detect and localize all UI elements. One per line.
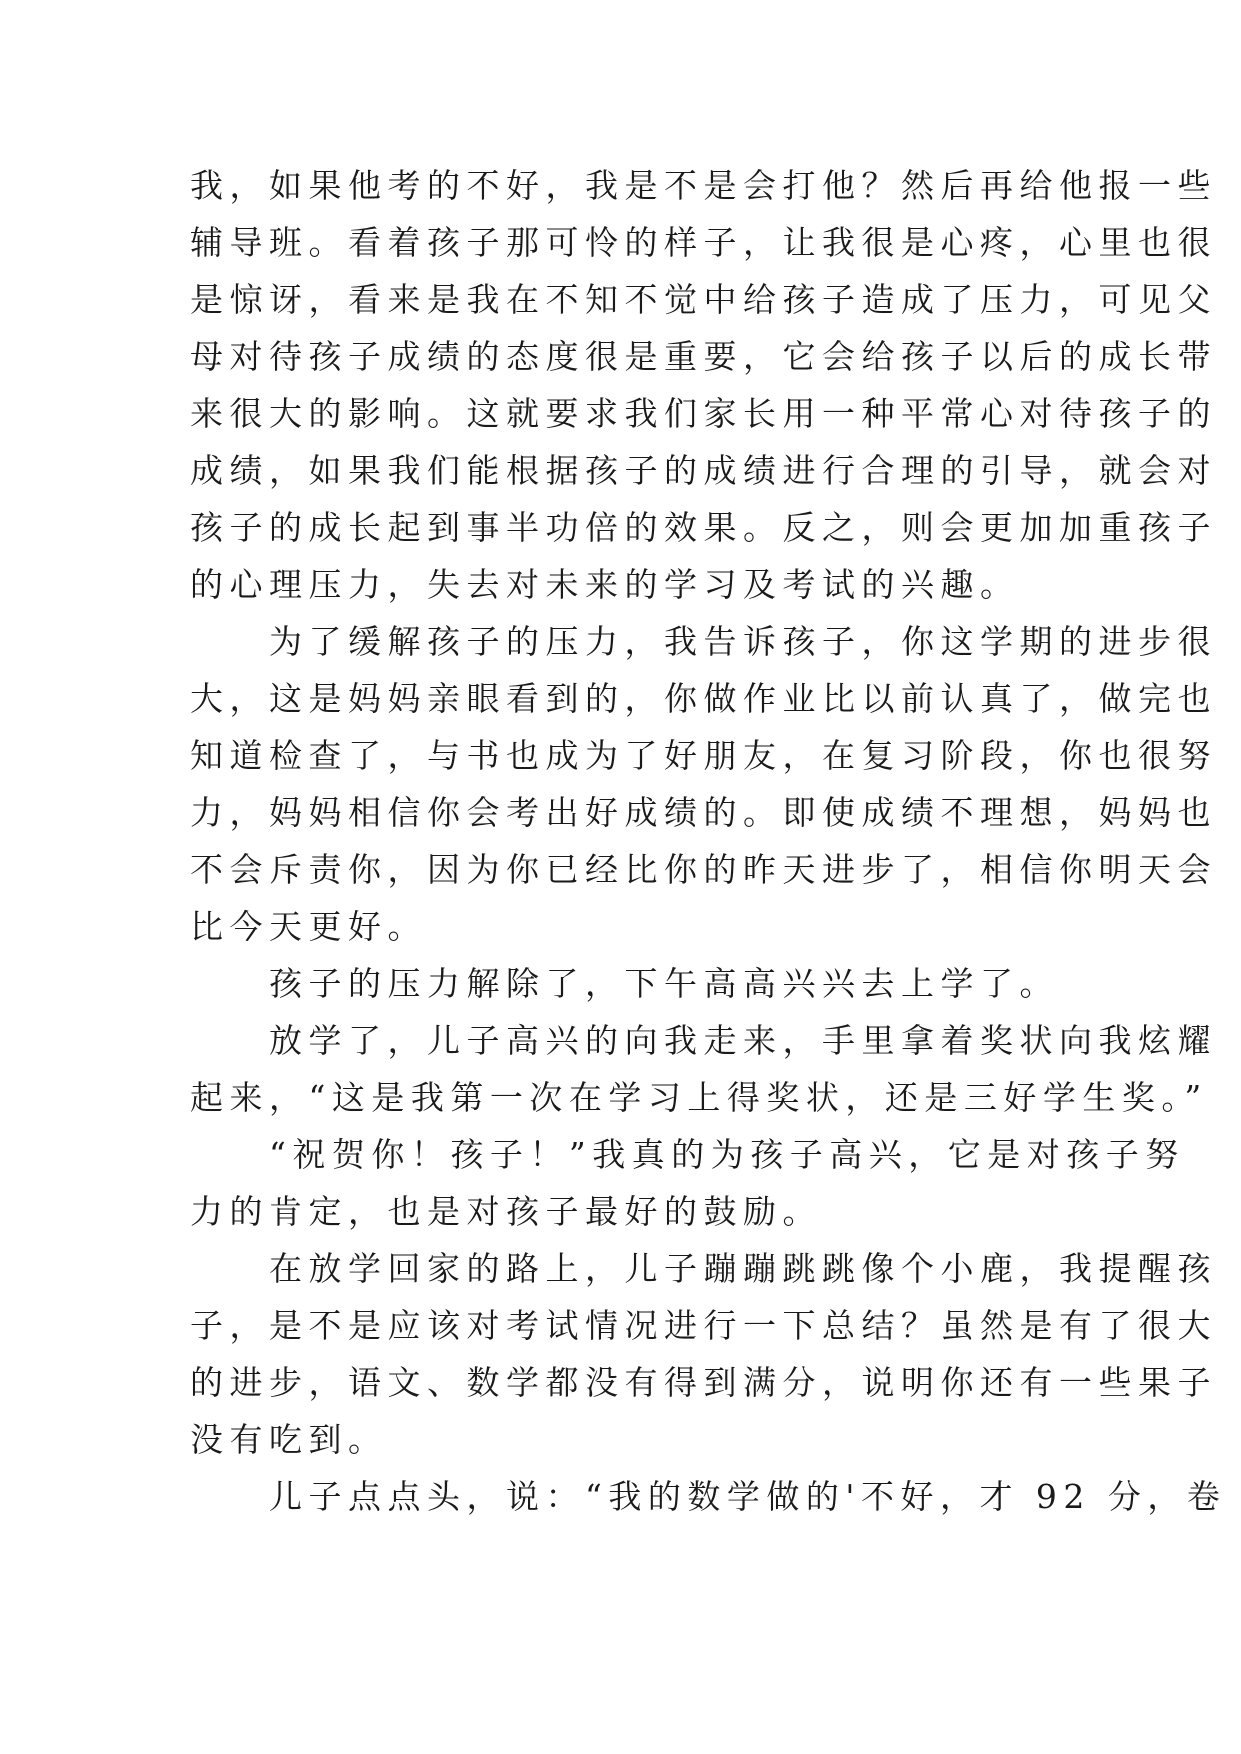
text-line: 没有吃到。 xyxy=(190,1420,388,1459)
text-line: 力的肯定，也是对孩子最好的鼓励。 xyxy=(190,1192,822,1231)
text-line: 知道检查了，与书也成为了好朋友，在复习阶段，你也很努 xyxy=(190,736,1217,775)
text-line: 辅导班。看着孩子那可怜的样子，让我很是心疼，心里也很 xyxy=(190,223,1217,262)
text-line: 母对待孩子成绩的态度很是重要，它会给孩子以后的成长带 xyxy=(190,337,1217,376)
text-line: 孩子的压力解除了，下午高高兴兴去上学了。 xyxy=(190,964,1059,1003)
text-line: 力，妈妈相信你会考出好成绩的。即使成绩不理想，妈妈也 xyxy=(190,793,1217,832)
text-line: 大，这是妈妈亲眼看到的，你做作业比以前认真了，做完也 xyxy=(190,679,1217,718)
text-line: 儿子点点头，说：“我的数学做的'不好，才 92 分，卷 xyxy=(190,1477,1227,1516)
text-line: 孩子的成长起到事半功倍的效果。反之，则会更加加重孩子 xyxy=(190,508,1217,547)
text-line: 不会斥责你，因为你已经比你的昨天进步了，相信你明天会 xyxy=(190,850,1217,889)
text-line: 的心理压力，失去对未来的学习及考试的兴趣。 xyxy=(190,565,1020,604)
text-line: 起来，“这是我第一次在学习上得奖状，还是三好学生奖。” xyxy=(190,1078,1208,1117)
text-line: 我，如果他考的不好，我是不是会打他？然后再给他报一些 xyxy=(190,166,1217,205)
text-line: “祝贺你！孩子！”我真的为孩子高兴，它是对孩子努 xyxy=(190,1135,1185,1174)
text-line: 成绩，如果我们能根据孩子的成绩进行合理的引导，就会对 xyxy=(190,451,1217,490)
text-line: 子，是不是应该对考试情况进行一下总结？虽然是有了很大 xyxy=(190,1306,1217,1345)
text-line: 是惊讶，看来是我在不知不觉中给孩子造成了压力，可见父 xyxy=(190,280,1217,319)
text-line: 的进步，语文、数学都没有得到满分，说明你还有一些果子 xyxy=(190,1363,1217,1402)
text-line: 来很大的影响。这就要求我们家长用一种平常心对待孩子的 xyxy=(190,394,1217,433)
text-line: 比今天更好。 xyxy=(190,907,427,946)
text-line: 放学了，儿子高兴的向我走来，手里拿着奖状向我炫耀 xyxy=(190,1021,1217,1060)
text-line: 为了缓解孩子的压力，我告诉孩子，你这学期的进步很 xyxy=(190,622,1217,661)
text-line: 在放学回家的路上，儿子蹦蹦跳跳像个小鹿，我提醒孩 xyxy=(190,1249,1217,1288)
